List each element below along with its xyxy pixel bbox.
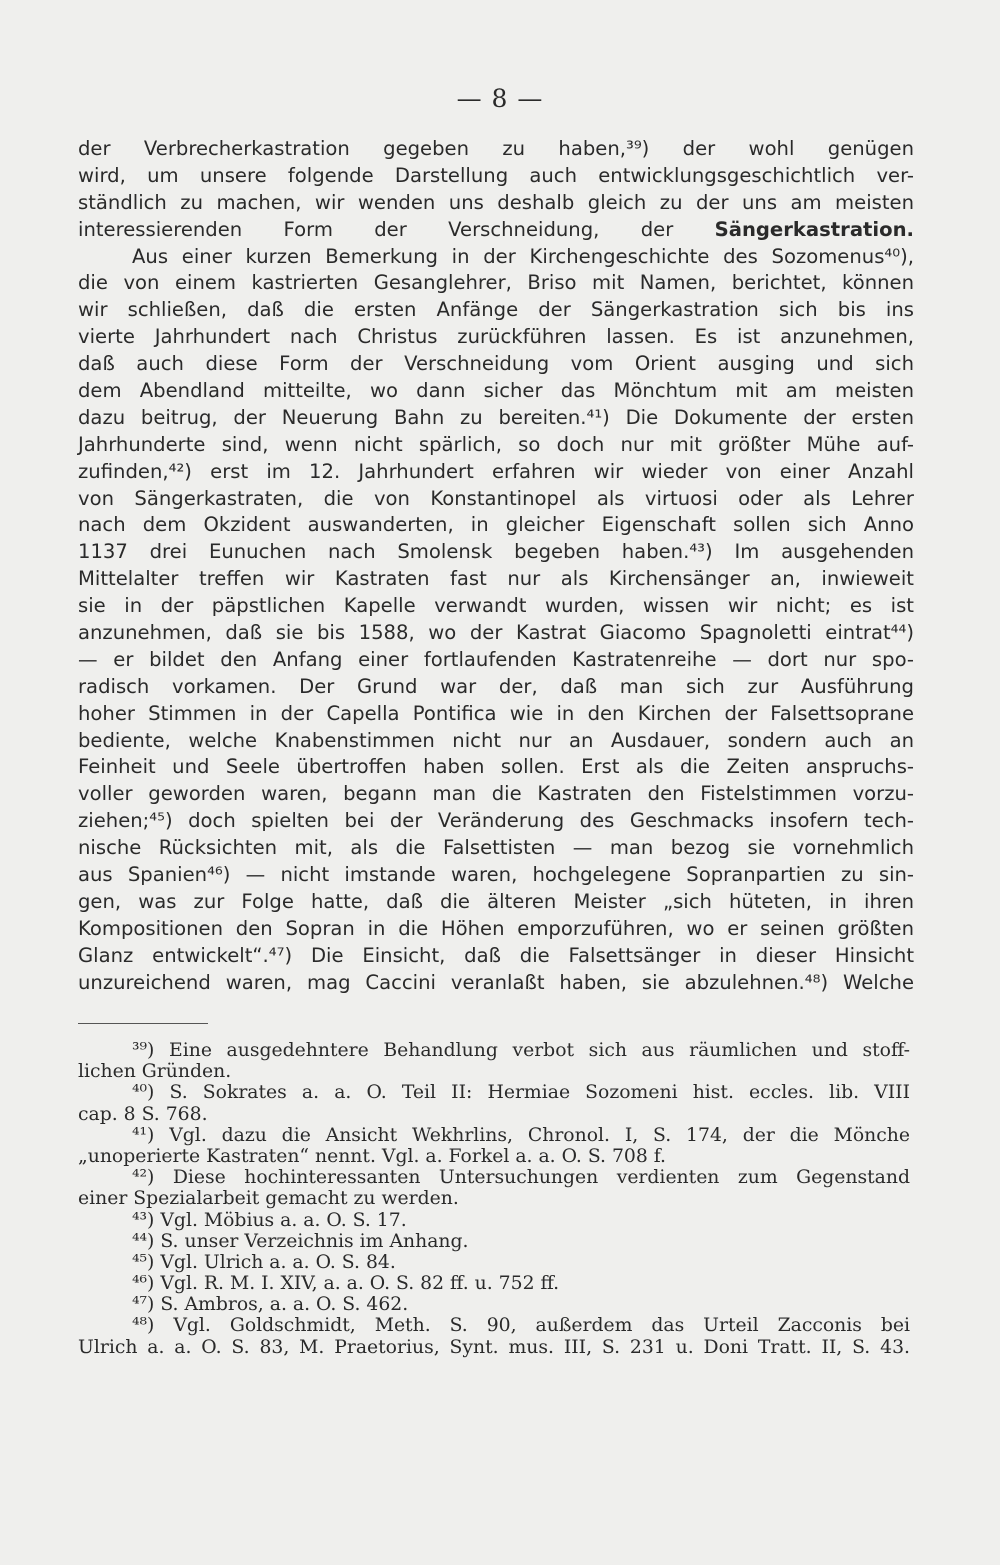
footnote-line: ⁴⁸) Vgl. Goldschmidt, Meth. S. 90, außerdem das Urteil Zacconis bei — [132, 1315, 910, 1337]
body-line: die von einem kastrierten Gesanglehrer, Briso mit Namen, berichtet, können — [78, 271, 914, 295]
body-line: Glanz entwickelt“.⁴⁷) Die Einsicht, daß die Falsettsänger in dieser Hinsicht — [78, 943, 914, 967]
footnotes — [78, 1040, 910, 1358]
body-line: interessierenden Form der Verschneidung, der Sängerkastration. — [78, 217, 914, 241]
footnote-line: ⁴⁰) S. Sokrates a. a. O. Teil II: Hermiae Sozomeni hist. eccles. lib. VIII — [132, 1082, 910, 1104]
body-line: voller geworden waren, begann man die Kastraten den Fistelstimmen vorzu- — [78, 782, 914, 806]
footnote-line: ⁴⁷) S. Ambros, a. a. O. S. 462. — [132, 1294, 409, 1316]
footnote-line: ⁴⁵) Vgl. Ulrich a. a. O. S. 84. — [132, 1251, 396, 1273]
body-line: wird, um unsere folgende Darstellung auch entwicklungsgeschichtlich ver- — [78, 163, 914, 187]
body-line: von Sängerkastraten, die von Konstantinopel als virtuosi oder als Lehrer — [78, 486, 914, 510]
body-line: Mittelalter treffen wir Kastraten fast nur als Kirchensänger an, inwieweit — [78, 567, 914, 591]
body-line: Jahrhunderte sind, wenn nicht spärlich, so doch nur mit größter Mühe auf- — [78, 432, 914, 456]
body-line: radisch vorkamen. Der Grund war der, daß man sich zur Ausführung — [78, 674, 914, 698]
body-line: Feinheit und Seele übertroffen haben sollen. Erst als die Zeiten anspruchs- — [78, 755, 914, 779]
body-line: bediente, welche Knabenstimmen nicht nur an Ausdauer, sondern auch an — [78, 728, 914, 752]
body-line: sie in der päpstlichen Kapelle verwandt wurden, wissen wir nicht; es ist — [78, 594, 914, 618]
emphasized-term: Sängerkastration. — [714, 217, 914, 241]
body-line: Kompositionen den Sopran in die Höhen emporzuführen, wo er seinen größten — [78, 916, 914, 940]
body-line: zufinden,⁴²) erst im 12. Jahrhundert erfahren wir wieder von einer Anzahl — [78, 459, 914, 483]
body-line: wir schließen, daß die ersten Anfänge der Sängerkastration sich bis ins — [78, 298, 914, 322]
page-number: — 8 — — [456, 84, 544, 113]
body-line: 1137 drei Eunuchen nach Smolensk begeben haben.⁴³) Im ausgehenden — [78, 540, 914, 564]
footnote-line: ⁴⁴) S. unser Verzeichnis im Anhang. — [132, 1230, 469, 1252]
body-line: ständlich zu machen, wir wenden uns deshalb gleich zu der uns am meisten — [78, 190, 914, 214]
body-line: nach dem Okzident auswanderten, in gleicher Eigenschaft sollen sich Anno — [78, 513, 914, 537]
footnote-line: ⁴⁶) Vgl. R. M. I. XIV, a. a. O. S. 82 ff. u. 752 ff. — [132, 1273, 560, 1295]
body-line: dazu beitrug, der Neuerung Bahn zu bereiten.⁴¹) Die Dokumente der ersten — [78, 405, 914, 429]
body-line: anzunehmen, daß sie bis 1588, wo der Kastrat Giacomo Spagnoletti eintrat⁴⁴) — [78, 621, 914, 645]
body-line: aus Spanien⁴⁶) — nicht imstande waren, hochgelegene Sopranpartien zu sin- — [78, 863, 914, 887]
body-line: daß auch diese Form der Verschneidung vom Orient ausging und sich — [78, 352, 914, 376]
body-line: gen, was zur Folge hatte, daß die älteren Meister „sich hüteten, in ihren — [78, 889, 914, 913]
footnote-line: ⁴²) Diese hochinteressanten Untersuchungen verdienten zum Gegenstand — [132, 1167, 910, 1189]
footnote-line: „unoperierte Kastraten“ nennt. Vgl. a. Forkel a. a. O. S. 708 f. — [78, 1145, 667, 1167]
footnote-line: Ulrich a. a. O. S. 83, M. Praetorius, Synt. mus. III, S. 231 u. Doni Tratt. II, S. 43. — [78, 1336, 910, 1358]
body-text — [78, 136, 914, 997]
body-line: Aus einer kurzen Bemerkung in der Kirchengeschichte des Sozomenus⁴⁰), — [132, 244, 914, 268]
footnote-line: cap. 8 S. 768. — [78, 1103, 208, 1125]
footnote-line: ³⁹) Eine ausgedehntere Behandlung verbot sich aus räumlichen und stoff- — [132, 1040, 910, 1061]
body-line: dem Abendland mitteilte, wo dann sicher das Mönchtum mit am meisten — [78, 379, 914, 403]
body-line: — er bildet den Anfang einer fortlaufenden Kastratenreihe — dort nur spo- — [78, 647, 914, 671]
footnote-line: einer Spezialarbeit gemacht zu werden. — [78, 1188, 459, 1210]
footnote-line: ⁴¹) Vgl. dazu die Ansicht Wekhrlins, Chronol. I, S. 174, der die Mönche — [132, 1124, 910, 1146]
footnote-divider — [78, 1023, 208, 1024]
body-line: ziehen;⁴⁵) doch spielten bei der Veränderung des Geschmacks insofern tech- — [78, 809, 914, 833]
body-line: nische Rücksichten mit, als die Falsettisten — man bezog sie vornehmlich — [78, 836, 914, 860]
body-line: der Verbrecherkastration gegeben zu haben,³⁹) der wohl genügen — [78, 137, 914, 160]
body-line: hoher Stimmen in der Capella Pontifica wie in den Kirchen der Falsettsoprane — [78, 701, 914, 725]
footnote-line: lichen Gründen. — [78, 1061, 232, 1083]
body-line: vierte Jahrhundert nach Christus zurückführen lassen. Es ist anzunehmen, — [78, 325, 914, 349]
footnote-line: ⁴³) Vgl. Möbius a. a. O. S. 17. — [132, 1209, 407, 1231]
body-line: unzureichend waren, mag Caccini veranlaßt haben, sie abzulehnen.⁴⁸) Welche — [78, 970, 914, 994]
